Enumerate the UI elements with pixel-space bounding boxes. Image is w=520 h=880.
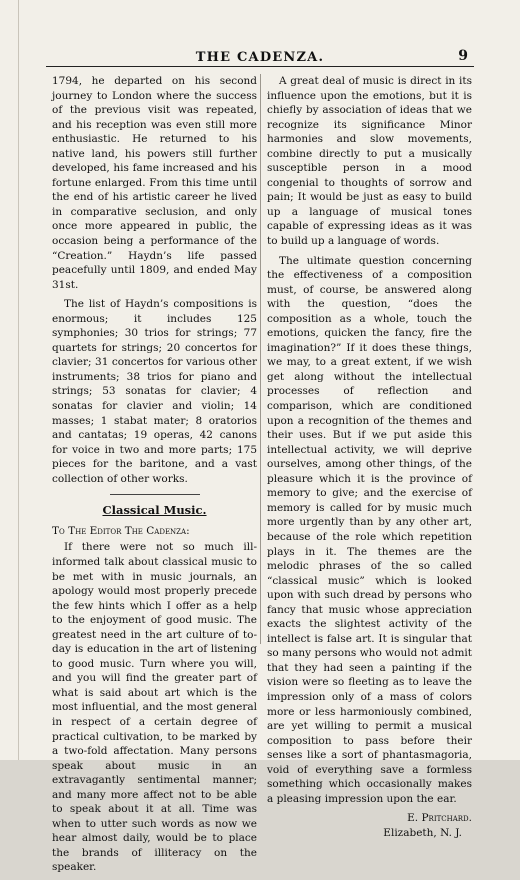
running-header (46, 50, 474, 70)
header-title: THE CADENZA. (195, 50, 325, 65)
header-rule (46, 66, 474, 67)
left-column (52, 74, 257, 880)
author-signature: E. Pritchard. (407, 812, 472, 825)
section-divider (110, 494, 200, 495)
haydn-paragraph-2: The list of Haydn’s compositions is enormous; it includes 125 symphonies; 30 trios for strings; 77 quartets for strings; 20 concertos for clavier; 31 concertos for various other instruments; 38 trios for piano and strings; 53 sonatas for clavier; 4 sonatas for clavier and violin; 14 masses; 1 stabat mater; 8 oratorios and cantatas; 19 operas, 42 canons for voice in two and more parts; 175 pieces for the baritone, and a vast collection of other works. (52, 298, 257, 485)
right-column (267, 74, 472, 840)
section-title: Classical Music. (102, 503, 207, 518)
author-location: Elizabeth, N. J. (383, 826, 462, 839)
haydn-paragraph-1: 1794, he departed on his second journey to London where the success of the previous visit was repeated, and his reception was even still more enthusiastic. He returned to his native land, his powers still further developed, his fame increased and his fortune enlarged. From this time until the end of his artistic career he lived in comparative seclusion, and only once more appeared in public, the occasion being a performance of the “Creation.” Haydn’s life passed peacefully until 1809, and ended May 31st. (52, 75, 257, 291)
page-number: 9 (458, 48, 468, 64)
letter-paragraph-2: A great deal of music is direct in its influence upon the emotions, but it is chiefly by association of ideas that we recognize its significance Minor harmonies and slow movements, combine directly to put a musically susceptible person in a mood congenial to thoughts of sorrow and pain; It would be just as easy to build up a language of musical tones capable of expressing ideas as it was to build up a language of words. (267, 75, 472, 248)
letter-paragraph-1: If there were not so much ill-informed talk about classical music to be met with in music journals, an apology would most properly precede the few hints which I offer as a help to the enjoyment of good music. The greatest need in the art culture of to-day is education in the art of listening to good music. Turn where you will, and you will find the greater part of what is said about art which is the most influential, and the most general in respect of a certain degree of practical cultivation, to be marked by a two-fold affectation. Many persons speak about music in an extravagantly sentimental manner; and many more affect not to be able to speak about it at all. Time was when to utter such words as now we hear almost daily, would be to place the brands of illiteracy on the speaker. (52, 541, 257, 874)
binding-margin-line (18, 0, 19, 760)
letter-addressee: To The Editor The Cadenza: (52, 524, 190, 537)
column-divider (260, 74, 261, 644)
letter-paragraph-3: The ultimate question concerning the effectiveness of a composition must, of course, be answered along with the question, “does the composition as a whole, touch the emotions, quicken the fancy, fire the imagination?” If it does these things, we may, to a great extent, if we wish get along without the intellectual processes of reflection and comparison, which are conditioned upon a recognition of the themes and their uses. But if we put aside this intellectual activity, we will deprive ourselves, among other things, of the pleasure which it is the province of memory to give; and the exercise of memory is called for by music much more urgently than by any other art, because of the role which repetition plays in it. The themes are the melodic phrases of the so called “classical music” which is looked upon with such dread by persons who fancy that music whose appreciation exacts the slightest activity of the intellect is false art. It is singular that so many persons who would not admit that they had seen a painting if the vision were so fleeting as to leave the impression only of a mass of colors more or less harmoniously combined, are yet willing to permit a musical composition to pass before their senses like a sort of phantasmagoria, void of everything save a formless something which occasionally makes a pleasing impression upon the ear. (267, 254, 472, 805)
